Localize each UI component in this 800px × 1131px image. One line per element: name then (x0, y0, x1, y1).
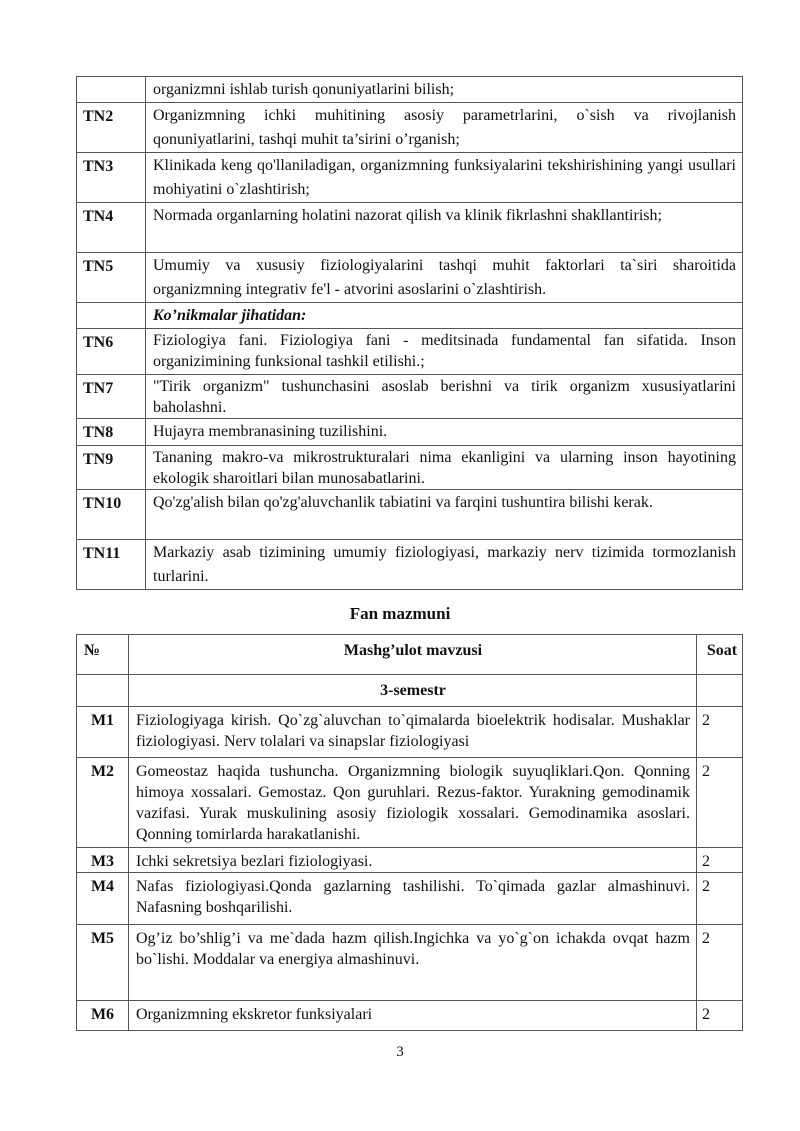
row-num: M1 (77, 707, 129, 758)
outcome-code: TN8 (77, 419, 146, 446)
table-row (77, 375, 743, 419)
table-row (77, 253, 743, 303)
table-row (77, 848, 743, 873)
row-topic: Organizmning ekskretor funksiyalari (129, 1001, 697, 1031)
outcome-text: Markaziy asab tizimining umumiy fiziologiyasi, markaziy nerv tizimida tormozlanish turlarini. (146, 540, 743, 590)
row-hours: 2 (697, 707, 743, 758)
table-row (77, 303, 743, 329)
row-hours: 2 (697, 758, 743, 848)
outcome-code (77, 303, 146, 329)
semester-label: 3-semestr (129, 675, 697, 707)
skills-subheading: Ko’nikmalar jihatidan: (146, 303, 743, 329)
row-topic: Ichki sekretsiya bezlari fiziologiyasi. (129, 848, 697, 873)
row-num: M3 (77, 848, 129, 873)
outcome-text: Tananing makro-va mikrostrukturalari nima ekanligini va ularning inson hayotining ekologik sharoitlari bilan munosabatlarini. (146, 446, 743, 490)
table-row (77, 329, 743, 375)
outcome-code: TN4 (77, 203, 146, 253)
outcome-text: organizmni ishlab turish qonuniyatlarini bilish; (146, 77, 743, 103)
row-hours: 2 (697, 925, 743, 1001)
outcome-text: Hujayra membranasining tuzilishini. (146, 419, 743, 446)
outcome-text: Qo'zg'alish bilan qo'zg'aluvchanlik tabiatini va farqini tushuntira bilishi kerak. (146, 490, 743, 540)
row-topic: Og’iz bo’shlig’i va me`dada hazm qilish.Ingichka va yo`g`on ichakda ovqat hazm bo`lishi. Moddalar va energiya almashinuvi. (129, 925, 697, 1001)
outcome-code (77, 77, 146, 103)
outcome-code: TN2 (77, 103, 146, 153)
section-title: Fan mazmuni (349, 604, 451, 623)
header-topic: Mashg’ulot mavzusi (129, 635, 697, 675)
table-row (77, 490, 743, 540)
course-content-table (76, 634, 743, 1031)
row-num: M5 (77, 925, 129, 1001)
row-num: M4 (77, 873, 129, 925)
row-topic: Nafas fiziologiyasi.Qonda gazlarning tashilishi. To`qimada gazlar almashinuvi. Nafasning boshqarilishi. (129, 873, 697, 925)
row-num: M6 (77, 1001, 129, 1031)
header-hours: Soat (697, 635, 743, 675)
row-hours: 2 (697, 1001, 743, 1031)
table-row (77, 153, 743, 203)
outcome-text: Umumiy va xususiy fiziologiyalarini tashqi muhit faktorlari ta`siri sharoitida organizmning integrativ fe'l - atvorini asoslarini o`zlashtirish. (146, 253, 743, 303)
table-row (77, 540, 743, 590)
outcome-code: TN9 (77, 446, 146, 490)
table-row (77, 77, 743, 103)
outcome-text: Fiziologiya fani. Fiziologiya fani - meditsinada fundamental fan sifatida. Inson organizimining funksional tashkil etilishi.; (146, 329, 743, 375)
outcome-text: Organizmning ichki muhitining asosiy parametrlarini, o`sish va rivojlanish qonuniyatlarini, tashqi muhit ta’sirini o’rganish; (146, 103, 743, 153)
table-row (77, 446, 743, 490)
outcome-code: TN6 (77, 329, 146, 375)
header-num: № (77, 635, 129, 675)
table-row (77, 1001, 743, 1031)
row-hours: 2 (697, 873, 743, 925)
table-row (77, 707, 743, 758)
row-num: M2 (77, 758, 129, 848)
semester-row (77, 675, 743, 707)
table-row (77, 419, 743, 446)
table-row (77, 873, 743, 925)
table-row (77, 925, 743, 1001)
table-row (77, 103, 743, 153)
outcome-text: Klinikada keng qo'llaniladigan, organizmning funksiyalarini tekshirishining yangi usullari mohiyatini o`zlashtirish; (146, 153, 743, 203)
row-topic: Gomeostaz haqida tushuncha. Organizmning biologik suyuqliklari.Qon. Qonning himoya xossalari. Gemostaz. Qon guruhlari. Rezus-faktor. Yurakning gemodinamik vazifasi. Yurak muskulining asosiy fiziologik xossalari. Gemodinamika asoslari. Qonning tomirlarda harakatlanishi. (129, 758, 697, 848)
row-topic: Fiziologiyaga kirish. Qo`zg`aluvchan to`qimalarda bioelektrik hodisalar. Mushaklar fiziologiyasi. Nerv tolalari va sinapslar fiziologiyasi (129, 707, 697, 758)
outcome-text: "Tirik organizm" tushunchasini asoslab berishni va tirik organizm xususiyatlarini baholashni. (146, 375, 743, 419)
page-number: 3 (396, 1044, 404, 1060)
outcome-code: TN11 (77, 540, 146, 590)
row-hours: 2 (697, 848, 743, 873)
table-row (77, 203, 743, 253)
outcome-code: TN10 (77, 490, 146, 540)
outcome-text: Normada organlarning holatini nazorat qilish va klinik fikrlashni shakllantirish; (146, 203, 743, 253)
outcome-code: TN7 (77, 375, 146, 419)
outcome-code: TN5 (77, 253, 146, 303)
table-row (77, 758, 743, 848)
outcome-code: TN3 (77, 153, 146, 203)
learning-outcomes-table (76, 76, 743, 590)
table-header-row (77, 635, 743, 675)
